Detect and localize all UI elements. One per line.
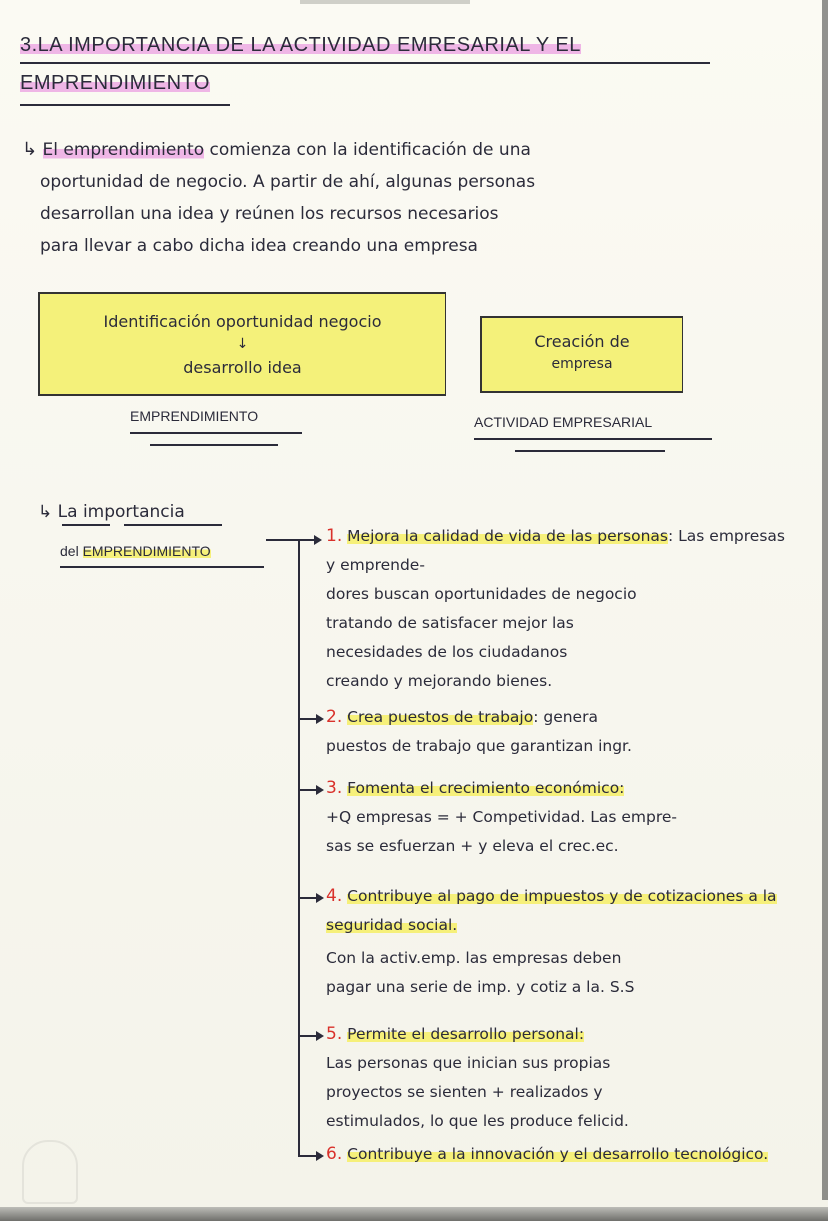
label1-underline-2 bbox=[150, 444, 278, 446]
tree-branch-4 bbox=[298, 897, 318, 899]
item-body-line: pagar una serie de imp. y cotiz a la. S.S bbox=[326, 978, 635, 996]
page-bottom-edge bbox=[0, 1207, 828, 1221]
item-body-line: : Las empresas y emprende- bbox=[326, 527, 785, 574]
item-body-line: Las personas que inician sus propias bbox=[326, 1054, 611, 1072]
faded-stamp-mark bbox=[22, 1140, 78, 1204]
importance-item-4 bbox=[326, 882, 796, 1002]
importance-item-5 bbox=[326, 1020, 796, 1136]
creacion-empresa-box bbox=[480, 316, 683, 393]
arrow-right-icon bbox=[316, 714, 324, 724]
item-body-line: dores buscan oportunidades de negocio bbox=[326, 585, 637, 603]
hook-arrow-icon: ↳ bbox=[22, 139, 38, 160]
item-heading: Contribuye al pago de impuestos y de cotizaciones a la seguridad social. bbox=[326, 887, 777, 934]
item-heading: Crea puestos de trabajo bbox=[347, 708, 534, 726]
item-body-line: estimulados, lo que les produce felicid. bbox=[326, 1112, 629, 1130]
box1-line2: desarrollo idea bbox=[183, 358, 302, 377]
page-title-line-2 bbox=[20, 72, 210, 95]
arrow-right-icon bbox=[316, 1151, 324, 1161]
arrow-right-icon bbox=[316, 893, 324, 903]
item-body-line: tratando de satisfacer mejor las bbox=[326, 614, 574, 632]
item-number: 2. bbox=[326, 707, 343, 727]
intro-paragraph bbox=[22, 134, 802, 262]
heading-underline-a bbox=[62, 524, 110, 526]
importance-heading bbox=[38, 502, 185, 522]
down-arrow-icon: ↓ bbox=[236, 336, 249, 352]
heading-underline-b bbox=[124, 524, 222, 526]
item-heading: Fomenta el crecimiento económico: bbox=[347, 779, 625, 797]
importance-item-6 bbox=[326, 1140, 796, 1169]
intro-line: para llevar a cabo dicha idea creando una empresa bbox=[40, 236, 478, 256]
intro-line: desarrollan una idea y reúnen los recursos necesarios bbox=[40, 204, 499, 224]
tree-branch-3 bbox=[298, 789, 318, 791]
arrow-right-icon bbox=[316, 1031, 324, 1041]
tree-branch-2 bbox=[298, 718, 318, 720]
page-edge-mark bbox=[300, 0, 470, 4]
item-body-line: : genera bbox=[533, 708, 598, 726]
box2-line2: empresa bbox=[551, 356, 613, 372]
tree-branch-main bbox=[266, 539, 316, 541]
emprendimiento-box bbox=[38, 292, 446, 396]
arrow-right-icon bbox=[316, 785, 324, 795]
hook-arrow-icon: ↳ bbox=[38, 502, 53, 522]
item-body-line: proyectos se sienten + realizados y bbox=[326, 1083, 603, 1101]
item-heading: Contribuye a la innovación y el desarrollo tecnológico. bbox=[347, 1145, 769, 1163]
item-number: 4. bbox=[326, 886, 343, 906]
importance-item-1 bbox=[326, 522, 796, 696]
title-text-2: EMPRENDIMIENTO bbox=[20, 72, 210, 94]
item-number: 1. bbox=[326, 526, 343, 546]
item-body-line: +Q empresas = + Competividad. Las empre- bbox=[326, 808, 678, 826]
item-number: 6. bbox=[326, 1144, 343, 1164]
label1-underline bbox=[130, 432, 302, 434]
tree-branch-5 bbox=[298, 1035, 318, 1037]
item-heading: Permite el desarrollo personal: bbox=[347, 1025, 585, 1043]
title-prefix: del bbox=[60, 543, 79, 559]
importance-title-line1: La importancia bbox=[57, 502, 185, 522]
arrow-right-icon bbox=[314, 535, 322, 545]
tree-trunk bbox=[298, 540, 300, 1156]
item-body-line: Con la activ.emp. las empresas deben bbox=[326, 949, 622, 967]
page-title-line-1 bbox=[20, 34, 581, 57]
item-body-line: necesidades de los ciudadanos bbox=[326, 643, 568, 661]
title-emphasis: EMPRENDIMIENTO bbox=[82, 543, 211, 559]
box2-line1: Creación de bbox=[534, 332, 630, 351]
title-text-1: 3.LA IMPORTANCIA DE LA ACTIVIDAD EMRESARIAL Y EL bbox=[20, 34, 581, 56]
box1-line1: Identificación oportunidad negocio bbox=[103, 312, 382, 331]
importance-item-3 bbox=[326, 774, 796, 861]
tree-branch-6 bbox=[298, 1155, 318, 1157]
intro-highlight: El emprendimiento bbox=[42, 140, 205, 160]
importance-item-2 bbox=[326, 703, 796, 761]
heading-underline-c bbox=[60, 566, 264, 568]
item-body-line: sas se esfuerzan + y eleva el crec.ec. bbox=[326, 837, 619, 855]
title-underline-1 bbox=[20, 62, 710, 64]
item-body-line: creando y mejorando bienes. bbox=[326, 672, 553, 690]
actividad-empresarial-label: ACTIVIDAD EMPRESARIAL bbox=[474, 414, 653, 430]
label2-underline-2 bbox=[515, 450, 665, 452]
importance-title-line2 bbox=[60, 543, 211, 559]
title-underline-2 bbox=[20, 104, 230, 106]
item-number: 5. bbox=[326, 1024, 343, 1044]
intro-line: oportunidad de negocio. A partir de ahí, algunas personas bbox=[40, 172, 536, 192]
item-heading: Mejora la calidad de vida de las personas bbox=[347, 527, 668, 545]
item-body-line: puestos de trabajo que garantizan ingr. bbox=[326, 737, 632, 755]
item-number: 3. bbox=[326, 778, 343, 798]
page-right-edge bbox=[822, 0, 828, 1200]
emprendimiento-label: EMPRENDIMIENTO bbox=[130, 408, 259, 424]
intro-line: comienza con la identificación de una bbox=[209, 140, 531, 160]
label2-underline bbox=[474, 438, 712, 440]
